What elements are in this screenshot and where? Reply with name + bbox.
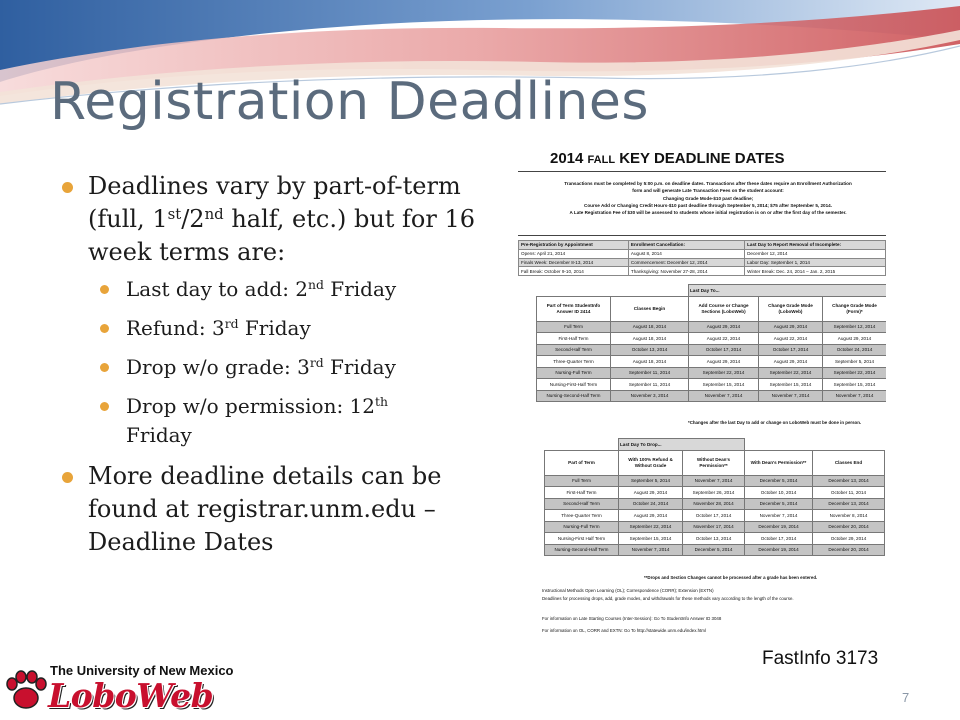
table-cell: November 17, 2014: [683, 521, 745, 533]
table-cell: September 15, 2014: [823, 379, 887, 391]
table-cell: Nursing-First Half Term: [545, 533, 619, 545]
table-cell: November 7, 2014: [745, 510, 813, 522]
table-cell: October 24, 2014: [619, 498, 683, 510]
table-cell: Nursing-Full Term: [537, 367, 611, 379]
column-header: Part of Term StudentInfo Answer ID 2414: [537, 296, 611, 321]
dates-row: [519, 249, 886, 258]
dates-cell: August 8, 2014: [628, 249, 744, 258]
table-cell: First-Half Term: [537, 333, 611, 345]
column-header: With 100% Refund & Without Grade: [619, 450, 683, 475]
sub-bullet-drop-no-permission: [100, 392, 426, 450]
superscript: st: [167, 204, 182, 223]
table-cell: December 13, 2014: [813, 475, 885, 487]
dates-cell: Fall Break: October 9-10, 2014: [519, 267, 629, 276]
superscript: nd: [308, 277, 324, 293]
university-name: The University of New Mexico: [50, 663, 234, 678]
table-row: [537, 390, 887, 402]
table-cell: August 29, 2014: [759, 321, 823, 333]
intro-line: Changing Grade Mode-$10 past deadline;: [662, 195, 754, 201]
table-cell: September 15, 2014: [689, 379, 759, 391]
sub-bullet-text: Refund: 3: [126, 316, 225, 340]
column-header: With Dean's Permission**: [745, 450, 813, 475]
table-cell: September 5, 2014: [619, 475, 683, 487]
table-cell: August 22, 2014: [759, 333, 823, 345]
table-cell: August 29, 2014: [823, 333, 887, 345]
table-caption: Last Day To Drop...: [619, 439, 745, 451]
table-cell: August 29, 2014: [689, 321, 759, 333]
column-header: Classes Begin: [611, 296, 689, 321]
column-header: Change Grade Mode (LoboWeb): [759, 296, 823, 321]
deadline-dates-document: [516, 146, 886, 638]
superscript: rd: [224, 316, 239, 332]
table-cell: August 18, 2014: [611, 356, 689, 368]
table-cell: Nursing-Second-Half Term: [545, 544, 619, 556]
sub-bullet-text: Friday: [323, 277, 397, 301]
bullet-text: /2: [181, 205, 205, 233]
table-cell: November 28, 2014: [683, 498, 745, 510]
bullet-dot: [62, 182, 73, 193]
bullet-dot: [100, 324, 109, 333]
table-cell: August 18, 2014: [611, 321, 689, 333]
footnote: For information on OL, CORR and EXTN: Go To http://statewide.unm.edu/index.html: [542, 628, 706, 633]
dates-cell: Winter Break: Dec. 24, 2014 – Jan. 2, 2015: [745, 267, 886, 276]
table-cell: December 5, 2014: [745, 498, 813, 510]
table-cell: November 3, 2014: [611, 390, 689, 402]
divider: [518, 171, 886, 172]
sub-bullet-text: Last day to add: 2: [126, 277, 309, 301]
column-header: Part of Term: [545, 450, 619, 475]
last-day-to-table: [536, 284, 886, 402]
table-cell: August 18, 2014: [611, 333, 689, 345]
dates-cell: Commencement: December 12, 2014: [628, 258, 744, 267]
column-header: Change Grade Mode (Form)*: [823, 296, 887, 321]
sub-bullet-text: Friday: [126, 423, 192, 447]
page-title: Registration Deadlines: [50, 72, 649, 132]
intro-line: form and will generate Late Transaction Fees on the student account:: [632, 188, 784, 194]
footnote: Deadlines for processing drops, add, grade modes, and withdrawals for these methods vary according to the length of the course.: [542, 596, 794, 601]
table-cell: First-Half Term: [545, 487, 619, 499]
dates-row: [519, 267, 886, 276]
table-row: [545, 475, 885, 487]
table-cell: September 11, 2014: [611, 367, 689, 379]
table-cell: October 11, 2014: [813, 487, 885, 499]
table-caption: Last Day To...: [689, 285, 887, 297]
table-cell: November 8, 2014: [813, 510, 885, 522]
superscript: rd: [309, 355, 324, 371]
table-cell: December 19, 2014: [745, 521, 813, 533]
table-cell: December 5, 2014: [683, 544, 745, 556]
key-dates-table: [518, 240, 886, 276]
table-cell: Nursing-Second-Half Term: [537, 390, 611, 402]
table-row: [537, 356, 887, 368]
bullet-deadlines: [62, 170, 502, 269]
title-year: 2014: [550, 150, 584, 167]
table-note: **Drops and Section Changes cannot be processed after a grade has been entered.: [644, 575, 818, 580]
table-cell: October 24, 2014: [823, 344, 887, 356]
table-cell: Nursing-Full Term: [545, 521, 619, 533]
table-cell: October 10, 2014: [745, 487, 813, 499]
table-cell: October 13, 2014: [611, 344, 689, 356]
table-cell: Three-Quarter Term: [537, 356, 611, 368]
superscript: nd: [204, 204, 224, 223]
bullet-dot: [100, 285, 109, 294]
table-cell: Three-Quarter Term: [545, 510, 619, 522]
dates-cell: Opens: April 21, 2014: [519, 249, 629, 258]
table-row: [537, 321, 887, 333]
dates-row: [519, 241, 886, 250]
bullet-dot: [100, 402, 109, 411]
table-cell: August 29, 2014: [689, 356, 759, 368]
document-title: [550, 150, 785, 167]
title-fall: FALL: [587, 154, 616, 166]
table-cell: September 26, 2014: [683, 487, 745, 499]
table-row: [545, 533, 885, 545]
bullet-dot: [62, 472, 73, 483]
last-day-to-drop-table: [544, 438, 885, 556]
bullet-text: More deadline details can be found at registrar.unm.edu – Deadline Dates: [88, 462, 442, 556]
sub-bullet-refund: [100, 314, 502, 343]
table-cell: August 29, 2014: [619, 510, 683, 522]
fastinfo-label: FastInfo 3173: [762, 648, 879, 669]
loboweb-logo: LoboWeb: [48, 676, 214, 715]
dates-cell: Thanksgiving: November 27-28, 2014: [628, 267, 744, 276]
column-header: Without Dean's Permission**: [683, 450, 745, 475]
table-cell: November 7, 2014: [683, 475, 745, 487]
table-cell: October 29, 2014: [813, 533, 885, 545]
table-note: *Changes after the last Day to add or change on LoboWeb must be done in person.: [688, 420, 862, 425]
bullet-more-details: [62, 460, 488, 559]
table-cell: November 7, 2014: [759, 390, 823, 402]
column-header: Add Course or Change Sections (LoboWeb): [689, 296, 759, 321]
sub-bullet-drop-no-grade: [100, 353, 502, 382]
dates-cell: Last Day to Report Removal of Incomplete:: [745, 241, 886, 250]
table-row: [545, 544, 885, 556]
sub-bullet-text: Friday: [238, 316, 311, 340]
table-cell: September 5, 2014: [823, 356, 887, 368]
sub-bullet-add: [100, 275, 502, 304]
table-cell: October 17, 2014: [683, 510, 745, 522]
dates-cell: Pre-Registration by Appointment: [519, 241, 629, 250]
table-row: [545, 487, 885, 499]
bullet-text: half, etc.) but for 16 week terms are:: [88, 205, 476, 266]
dates-cell: Labor Day: September 1, 2014: [745, 258, 886, 267]
sub-bullet-text: Drop w/o grade: 3: [126, 355, 310, 379]
table-cell: September 15, 2014: [619, 533, 683, 545]
table-cell: September 12, 2014: [823, 321, 887, 333]
page-number: 7: [902, 690, 910, 705]
dates-cell: Finals Week: December 8-13, 2014: [519, 258, 629, 267]
table-cell: Second-Half Term: [537, 344, 611, 356]
table-cell: September 22, 2014: [619, 521, 683, 533]
table-cell: Second-Half Term: [545, 498, 619, 510]
bullet-text: Deadlines vary by part-of-term (full, 1: [88, 172, 461, 233]
table-cell: December 20, 2014: [813, 521, 885, 533]
table-row: [537, 367, 887, 379]
table-cell: October 17, 2014: [745, 533, 813, 545]
table-cell: Nursing-First-Half Term: [537, 379, 611, 391]
sub-bullet-text: Friday: [323, 355, 396, 379]
intro-line: Transactions must be completed by 5:00 p.m. on deadline dates. Transactions after these dates require an Enrollment Authorization: [564, 181, 852, 186]
table-cell: December 19, 2014: [745, 544, 813, 556]
table-cell: September 22, 2014: [823, 367, 887, 379]
sub-bullet-text: Drop w/o permission: 12: [126, 394, 376, 418]
document-intro: [532, 180, 884, 216]
footnote: Instructional Methods Open Learning (OL); Correspondence (CORR); Extension (EXTN): [542, 588, 714, 593]
table-cell: October 13, 2014: [683, 533, 745, 545]
dates-row: [519, 258, 886, 267]
paw-icon: [4, 668, 48, 712]
table-cell: November 7, 2014: [619, 544, 683, 556]
column-header: Classes End: [813, 450, 885, 475]
title-rest: KEY DEADLINE DATES: [619, 150, 785, 167]
dates-cell: Enrollment Cancellation:: [628, 241, 744, 250]
table-cell: August 22, 2014: [689, 333, 759, 345]
dates-cell: December 12, 2014: [745, 249, 886, 258]
superscript: th: [375, 394, 388, 410]
table-cell: Full Term: [545, 475, 619, 487]
table-row: [545, 521, 885, 533]
intro-line: Course Add or Changing Credit Hours-$10 past deadline through September 5, 2014; $75 after September 5, 2014.: [584, 202, 832, 208]
footnote: For information on Late Starting Courses (Inter-Session): Go To StudentInfo Answer ID 3048: [542, 616, 722, 621]
table-row: [537, 344, 887, 356]
table-cell: December 13, 2014: [813, 498, 885, 510]
table-cell: September 22, 2014: [759, 367, 823, 379]
table-cell: December 20, 2014: [813, 544, 885, 556]
table-cell: August 29, 2014: [619, 487, 683, 499]
bullet-list: [62, 170, 502, 565]
table-cell: September 11, 2014: [611, 379, 689, 391]
table-cell: November 7, 2014: [823, 390, 887, 402]
table-row: [545, 498, 885, 510]
table-cell: December 5, 2014: [745, 475, 813, 487]
table-cell: Full Term: [537, 321, 611, 333]
table-cell: September 15, 2014: [759, 379, 823, 391]
table-row: [545, 510, 885, 522]
table-row: [537, 379, 887, 391]
table-cell: October 17, 2014: [689, 344, 759, 356]
table-cell: October 17, 2014: [759, 344, 823, 356]
table-cell: August 29, 2014: [759, 356, 823, 368]
bullet-dot: [100, 363, 109, 372]
table-cell: November 7, 2014: [689, 390, 759, 402]
divider: [518, 235, 886, 236]
intro-line: A Late Registration Fee of $30 will be assessed to students whose initial registration is on or after the first day of the semester.: [569, 210, 847, 216]
table-cell: September 22, 2014: [689, 367, 759, 379]
table-row: [537, 333, 887, 345]
